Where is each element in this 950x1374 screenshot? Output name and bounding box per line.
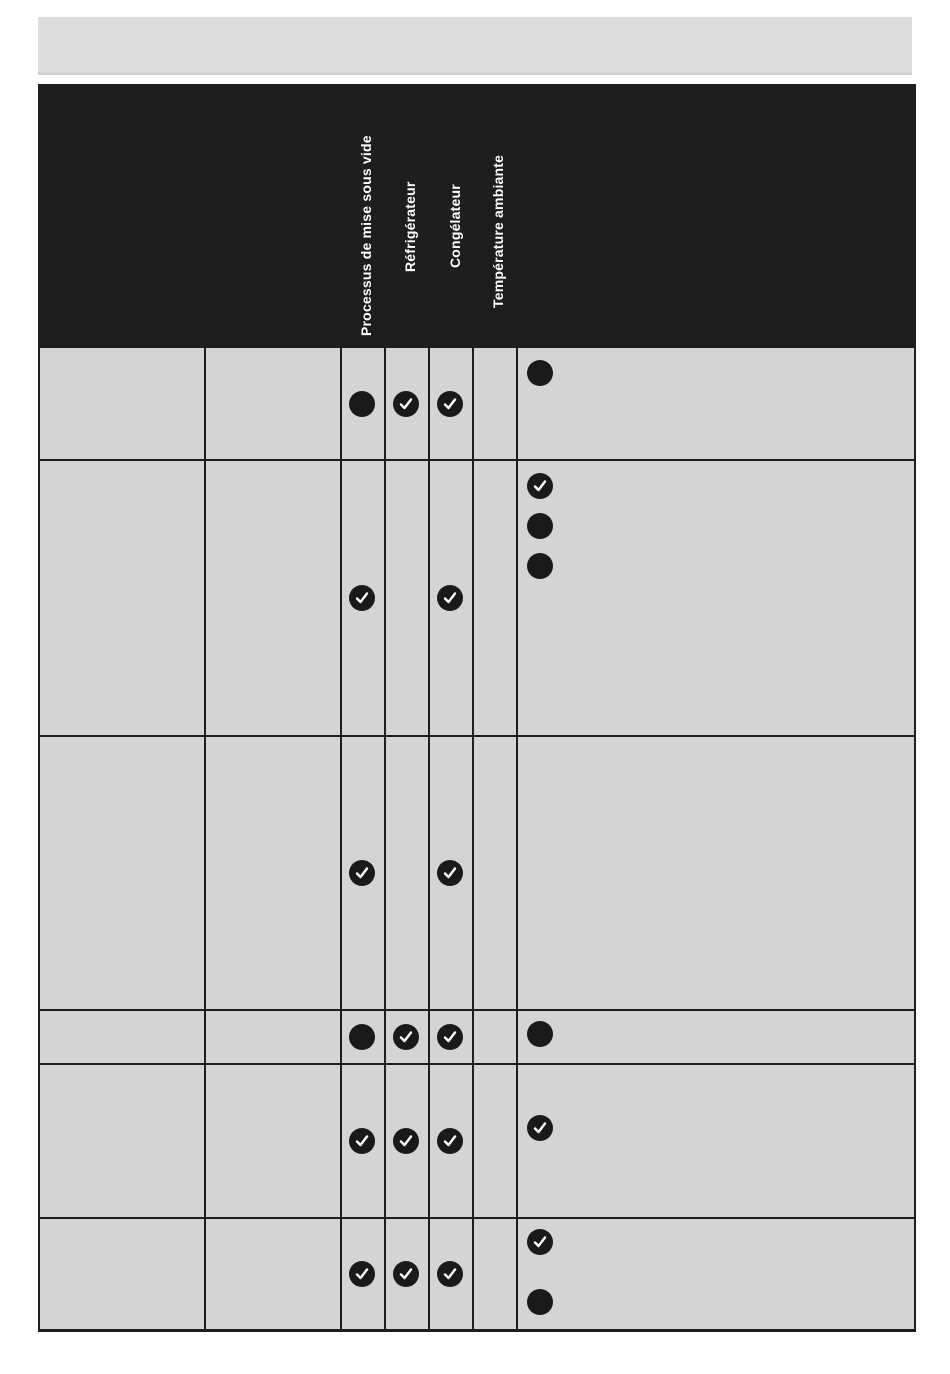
table-row — [40, 1011, 914, 1063]
table-row — [40, 348, 914, 459]
table-cell — [386, 1011, 430, 1063]
dot-icon — [527, 1289, 553, 1315]
table-cell — [342, 1219, 386, 1329]
check-icon — [437, 1024, 463, 1050]
column-header-fridge — [386, 86, 430, 348]
dot-icon — [527, 1021, 553, 1047]
table-header — [40, 86, 914, 348]
dot-icon — [527, 513, 553, 539]
table-cell — [474, 1011, 518, 1063]
column-header-vacuum — [342, 86, 386, 348]
table-row — [40, 1219, 914, 1329]
table-cell — [474, 1219, 518, 1329]
table-cell — [518, 348, 914, 459]
table-row — [40, 737, 914, 1009]
table-cell — [474, 348, 518, 459]
table-cell — [386, 1065, 430, 1217]
table-cell — [518, 1065, 914, 1217]
table-cell — [206, 737, 342, 1009]
table-cell — [40, 461, 206, 735]
table-cell — [474, 461, 518, 735]
table-cell — [206, 348, 342, 459]
column-label-ambient: Température ambiante — [490, 154, 506, 308]
check-icon — [393, 391, 419, 417]
table-cell — [40, 348, 206, 459]
check-icon — [437, 1128, 463, 1154]
table-row — [40, 1065, 914, 1217]
table-cell — [474, 1065, 518, 1217]
check-icon — [437, 585, 463, 611]
dot-icon — [349, 391, 375, 417]
check-icon — [393, 1024, 419, 1050]
dot-icon — [527, 360, 553, 386]
table-cell — [342, 1011, 386, 1063]
check-icon — [437, 1261, 463, 1287]
check-icon — [349, 585, 375, 611]
check-icon — [527, 473, 553, 499]
column-header-freezer — [430, 86, 474, 348]
table-cell — [206, 1065, 342, 1217]
table-cell — [206, 461, 342, 735]
table-cell — [430, 461, 474, 735]
table-cell — [342, 348, 386, 459]
column-label-freezer: Congélateur — [447, 184, 463, 268]
table-cell — [430, 737, 474, 1009]
table-cell — [518, 1219, 914, 1329]
check-icon — [437, 860, 463, 886]
table-cell — [40, 1219, 206, 1329]
table-cell — [518, 461, 914, 735]
table-cell — [518, 1011, 914, 1063]
check-icon — [349, 860, 375, 886]
check-icon — [437, 391, 463, 417]
table-cell — [430, 348, 474, 459]
check-icon — [527, 1115, 553, 1141]
table-cell — [342, 737, 386, 1009]
table-cell — [386, 737, 430, 1009]
table-cell — [342, 1065, 386, 1217]
column-label-fridge: Réfrigérateur — [402, 181, 418, 272]
table-cell — [40, 1011, 206, 1063]
page-header-bar — [38, 17, 912, 75]
check-icon — [349, 1261, 375, 1287]
check-icon — [527, 1229, 553, 1255]
table-cell — [386, 1219, 430, 1329]
check-icon — [393, 1128, 419, 1154]
table-cell — [518, 737, 914, 1009]
dot-icon — [349, 1024, 375, 1050]
check-icon — [349, 1128, 375, 1154]
table-cell — [342, 461, 386, 735]
table-cell — [40, 737, 206, 1009]
table-cell — [430, 1065, 474, 1217]
compatibility-table — [38, 84, 916, 1332]
table-cell — [206, 1011, 342, 1063]
table-cell — [206, 1219, 342, 1329]
column-header-ambient — [474, 86, 518, 348]
table-cell — [40, 1065, 206, 1217]
table-cell — [386, 461, 430, 735]
table-cell — [474, 737, 518, 1009]
table-cell — [386, 348, 430, 459]
dot-icon — [527, 553, 553, 579]
check-icon — [393, 1261, 419, 1287]
table-cell — [430, 1011, 474, 1063]
table-row — [40, 461, 914, 735]
table-cell — [430, 1219, 474, 1329]
column-label-vacuum: Processus de mise sous vide — [358, 135, 374, 336]
